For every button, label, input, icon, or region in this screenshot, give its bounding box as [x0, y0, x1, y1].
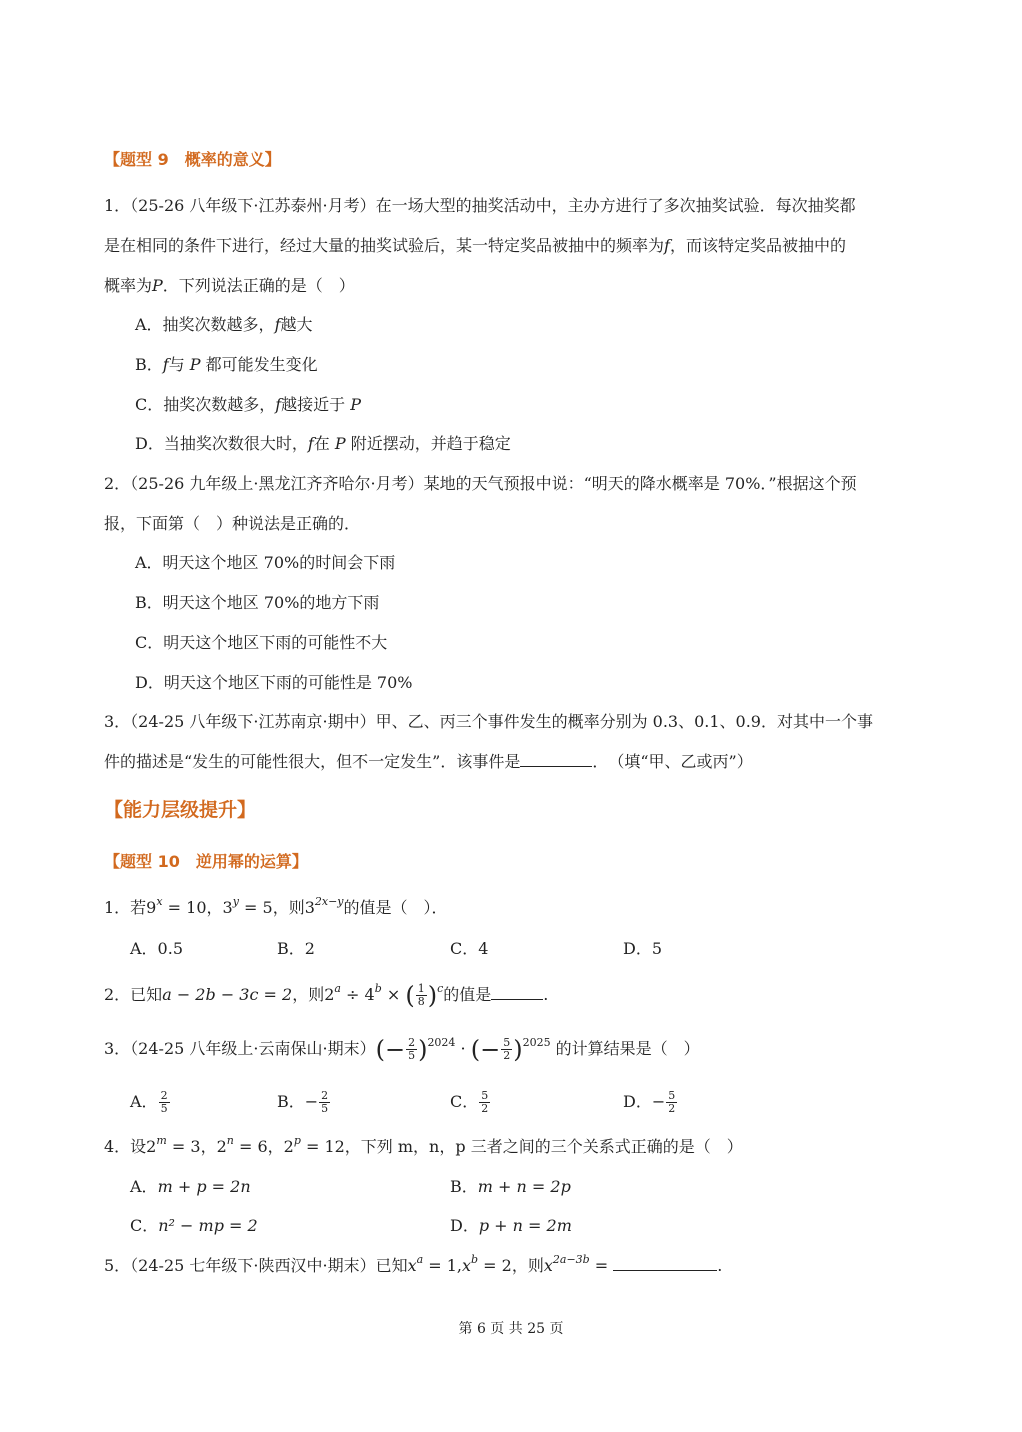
q10-3-option-c: C． $\frac{5}{2}$	[450, 1089, 489, 1115]
q10-4-option-a: A．m + p = 2n	[130, 1177, 251, 1196]
q9-1-line1: 1．（25-26 八年级下·江苏泰州·月考）在一场大型的抽奖活动中，主办方进行了多次抽奖试验．每次抽奖都	[104, 196, 856, 215]
q9-1-line2: 是在相同的条件下进行，经过大量的抽奖试验后，某一特定奖品被抽中的频率为f，而该特定奖品被抽中的	[104, 236, 846, 255]
q10-1-option-b: B．2	[277, 939, 315, 958]
q9-3-line1: 3．（24-25 八年级下·江苏南京·期中）甲、乙、丙三个事件发生的概率分别为 0.3、0.1、0.9．对其中一个事	[104, 712, 873, 731]
section-10-title: 【题型 10 逆用幂的运算】	[104, 852, 308, 871]
q9-2-option-c: C．明天这个地区下雨的可能性不大	[135, 633, 388, 652]
q9-1-option-c: C．抽奖次数越多，f越接近于 P	[135, 395, 362, 414]
q10-3-option-a: A． $\frac{2}{5}$	[130, 1089, 168, 1115]
q10-3-stem: 3．（24-25 八年级上·云南保山·期末）(− $\frac{2}{5}$ )$^{2024}$ · (− $\frac{5}{2}$ )$^{2025}$ 的计算结果是（ ）	[104, 1035, 700, 1064]
q10-3-option-b: B．− $\frac{2}{5}$	[277, 1089, 329, 1115]
q9-1-line3: 概率为P．下列说法正确的是（ ）	[104, 276, 355, 295]
q9-2-option-d: D．明天这个地区下雨的可能性是 70%	[135, 673, 413, 692]
q9-2-line1: 2．（25-26 九年级上·黑龙江齐齐哈尔·月考）某地的天气预报中说：“明天的降水概率是 70%．”根据这个预	[104, 474, 857, 493]
page-footer: 第 6 页 共 25 页	[458, 1321, 564, 1337]
answer-blank	[491, 983, 543, 1000]
q10-3-option-d: D．− $\frac{5}{2}$	[623, 1089, 676, 1115]
q10-4-option-b: B．m + n = 2p	[450, 1177, 571, 1196]
q9-2-line2: 报，下面第（ ）种说法是正确的．	[104, 514, 361, 533]
q9-2-option-b: B．明天这个地区 70%的地方下雨	[135, 593, 380, 612]
section-9-title: 【题型 9 概率的意义】	[104, 150, 281, 169]
fraction: $\frac{2}{5}$	[408, 1036, 416, 1062]
ability-title: 【能力层级提升】	[104, 799, 257, 821]
q10-1-option-a: A．0.5	[130, 939, 184, 958]
q10-4-option-c: C．n² − mp = 2	[130, 1216, 258, 1235]
q9-2-option-a: A．明天这个地区 70%的时间会下雨	[135, 553, 396, 572]
q10-4-stem: 4．设$2^m = 3$，$2^n = 6$，$2^p = 12$，下列 m，n，p 三者之间的三个关系式正确的是（ ）	[104, 1134, 743, 1156]
q10-1-option-c: C．4	[450, 939, 489, 958]
answer-blank	[520, 750, 592, 767]
q9-1-option-b: B．f与 P 都可能发生变化	[135, 355, 318, 374]
q10-4-option-d: D．p + n = 2m	[450, 1216, 572, 1235]
fraction: $\frac{1}{8}$	[417, 982, 425, 1008]
fraction: $\frac{5}{2}$	[503, 1036, 511, 1062]
q9-1-option-a: A．抽奖次数越多，f越大	[135, 315, 313, 334]
q10-2-stem: 2．已知a − 2b − 3c = 2，则$2^a \div 4^b$ × ( $\frac{1}{8}$ )$^c$的值是 .	[104, 981, 549, 1010]
q10-1-option-d: D．5	[623, 939, 663, 958]
answer-blank	[613, 1254, 717, 1271]
q10-5-stem: 5．（24-25 七年级下·陕西汉中·期末）已知$x^a = 1,x^b = 2$，则$x^{2a-3b}$ = .	[104, 1253, 723, 1275]
q10-1-stem: 1．若$9^x = 10$，$3^y = 5$，则$3^{2x-y}$的值是（ ）．	[104, 895, 448, 917]
q9-1-option-d: D．当抽奖次数很大时，f在 P 附近摆动，并趋于稳定	[135, 434, 511, 453]
q9-3-line2: 件的描述是“发生的可能性很大，但不一定发生”．该事件是 ． （填“甲、乙或丙”）	[104, 752, 753, 771]
